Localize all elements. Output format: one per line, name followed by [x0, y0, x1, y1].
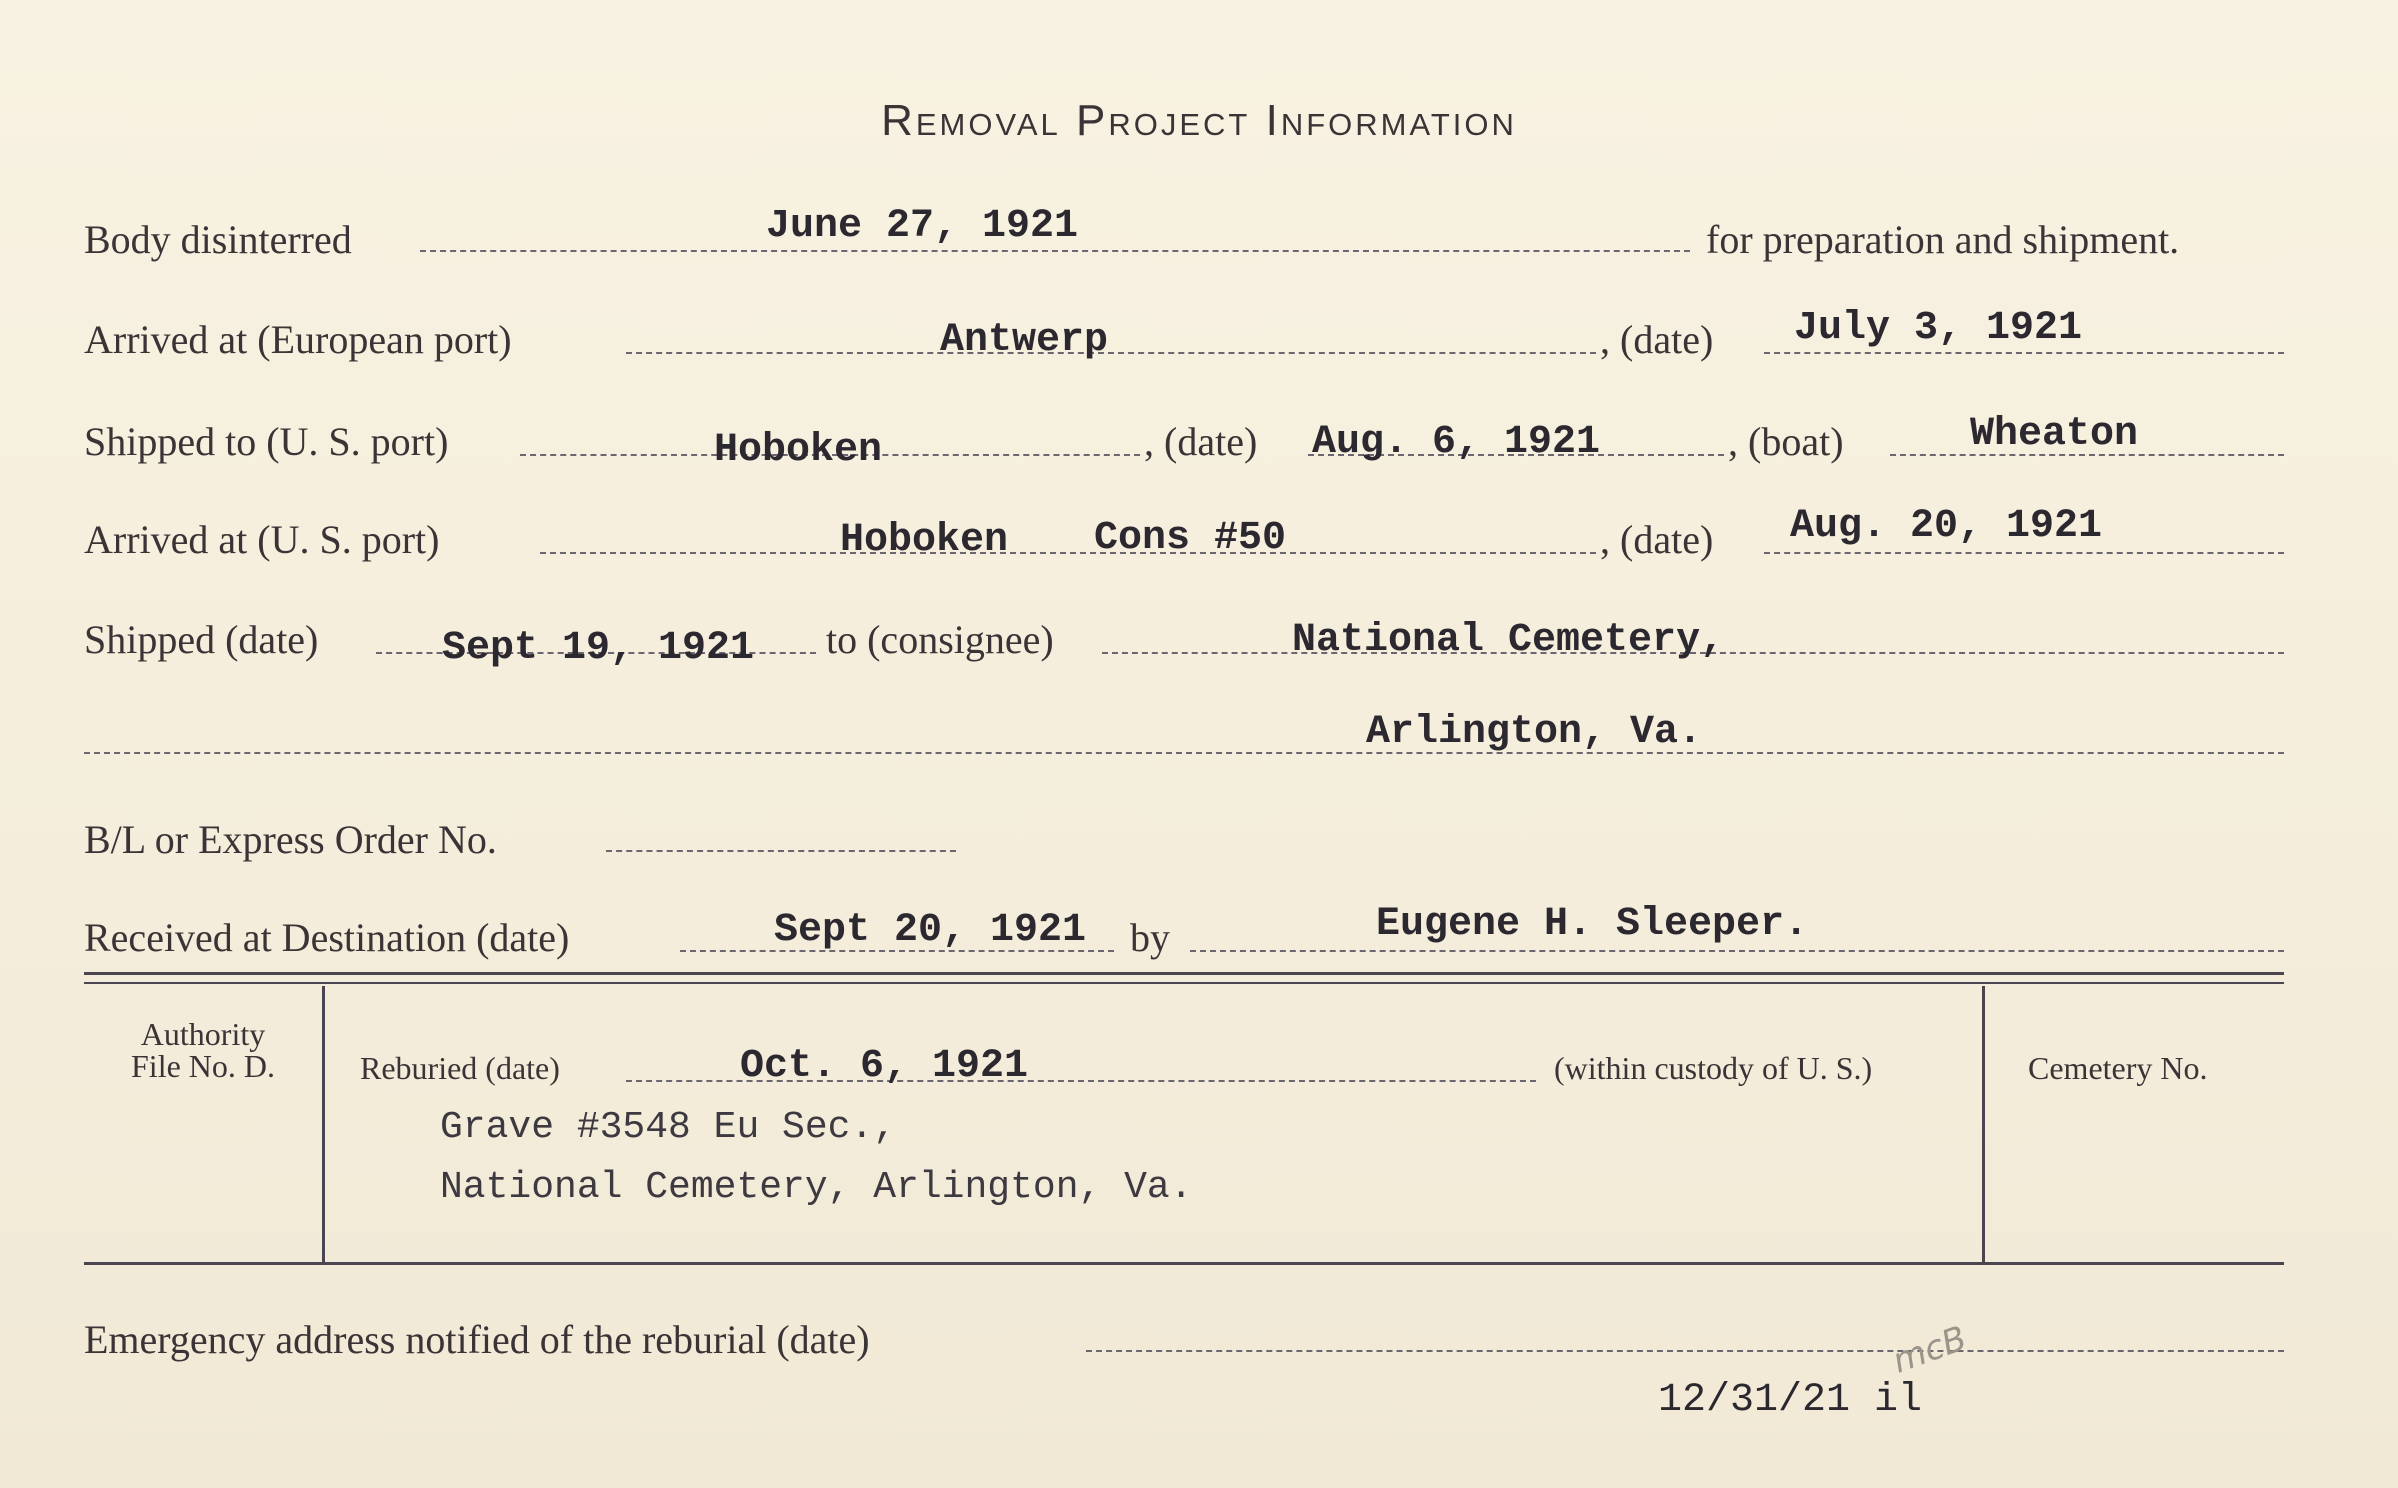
- shipped-date-value: Sept 19, 1921: [442, 626, 755, 671]
- box-top-rule: [84, 972, 2284, 975]
- received-by-label: by: [1130, 915, 1170, 960]
- custody-label: (within custody of U. S.): [1554, 1050, 1873, 1086]
- footer-code: 12/31/21 il: [1658, 1378, 1923, 1423]
- grave-line: Grave #3548 Eu Sec.,: [440, 1106, 897, 1149]
- arrived-us-label: Arrived at (U. S. port): [84, 517, 440, 562]
- consignee-label: to (consignee): [826, 617, 1054, 662]
- reburied-date: Oct. 6, 1921: [740, 1044, 1029, 1089]
- received-date: Sept 20, 1921: [774, 908, 1087, 953]
- box-divider-left: [322, 986, 325, 1262]
- received-by-line: [1190, 950, 2284, 952]
- body-disinterred-label: Body disinterred: [84, 217, 352, 262]
- shipped-us-boat: Wheaton: [1970, 412, 2139, 457]
- authority-label-line-2: File No. D.: [131, 1048, 275, 1084]
- arrived-european-value: Antwerp: [940, 318, 1109, 363]
- box-divider-right: [1982, 986, 1985, 1262]
- box-top-rule-2: [84, 982, 2284, 984]
- arrived-us-date-line: [1764, 552, 2284, 554]
- arrived-european-label: Arrived at (European port): [84, 317, 512, 362]
- arrived-us-value: Hoboken: [840, 518, 1009, 563]
- arrived-us-value2: Cons #50: [1094, 516, 1287, 561]
- handwritten-initials: mcB: [1887, 1318, 1972, 1382]
- shipped-us-value: Hoboken: [714, 428, 883, 473]
- shipped-us-date: Aug. 6, 1921: [1312, 420, 1601, 465]
- arrived-european-date-line: [1764, 352, 2284, 354]
- authority-label: [84, 1018, 322, 1082]
- reburied-label: Reburied (date): [360, 1050, 560, 1086]
- shipped-us-label: Shipped to (U. S. port): [84, 419, 449, 464]
- consignee-line-2: [84, 752, 2284, 754]
- emergency-line: [1086, 1350, 2284, 1352]
- arrived-us-line: [540, 552, 1596, 554]
- arrived-us-date-label: , (date): [1600, 517, 1714, 562]
- card-title: Removal Project Information: [881, 96, 1517, 145]
- body-disinterred-suffix: for preparation and shipment.: [1706, 217, 2180, 262]
- received-by: Eugene H. Sleeper.: [1376, 902, 1809, 947]
- cemetery-line: National Cemetery, Arlington, Va.: [440, 1166, 1193, 1209]
- body-disinterred-value: June 27, 1921: [766, 204, 1079, 249]
- bl-label: B/L or Express Order No.: [84, 817, 497, 862]
- arrived-european-date-label: , (date): [1600, 317, 1714, 362]
- consignee-value-2: Arlington, Va.: [1366, 710, 1703, 755]
- arrived-us-date: Aug. 20, 1921: [1790, 504, 2103, 549]
- arrived-european-line: [626, 352, 1596, 354]
- box-bottom-rule: [84, 1262, 2284, 1265]
- shipped-date-label: Shipped (date): [84, 617, 319, 662]
- arrived-european-date: July 3, 1921: [1794, 306, 2083, 351]
- consignee-value: National Cemetery,: [1292, 618, 1725, 663]
- shipped-us-boat-label: , (boat): [1728, 419, 1844, 464]
- bl-line: [606, 850, 956, 852]
- body-disinterred-line: [420, 250, 1690, 252]
- emergency-label: Emergency address notified of the reburial (date): [84, 1317, 870, 1362]
- authority-label-line-1: Authority: [140, 1016, 266, 1052]
- received-label: Received at Destination (date): [84, 915, 570, 960]
- cemetery-no-label: Cemetery No.: [2028, 1050, 2208, 1086]
- shipped-us-date-label: , (date): [1144, 419, 1258, 464]
